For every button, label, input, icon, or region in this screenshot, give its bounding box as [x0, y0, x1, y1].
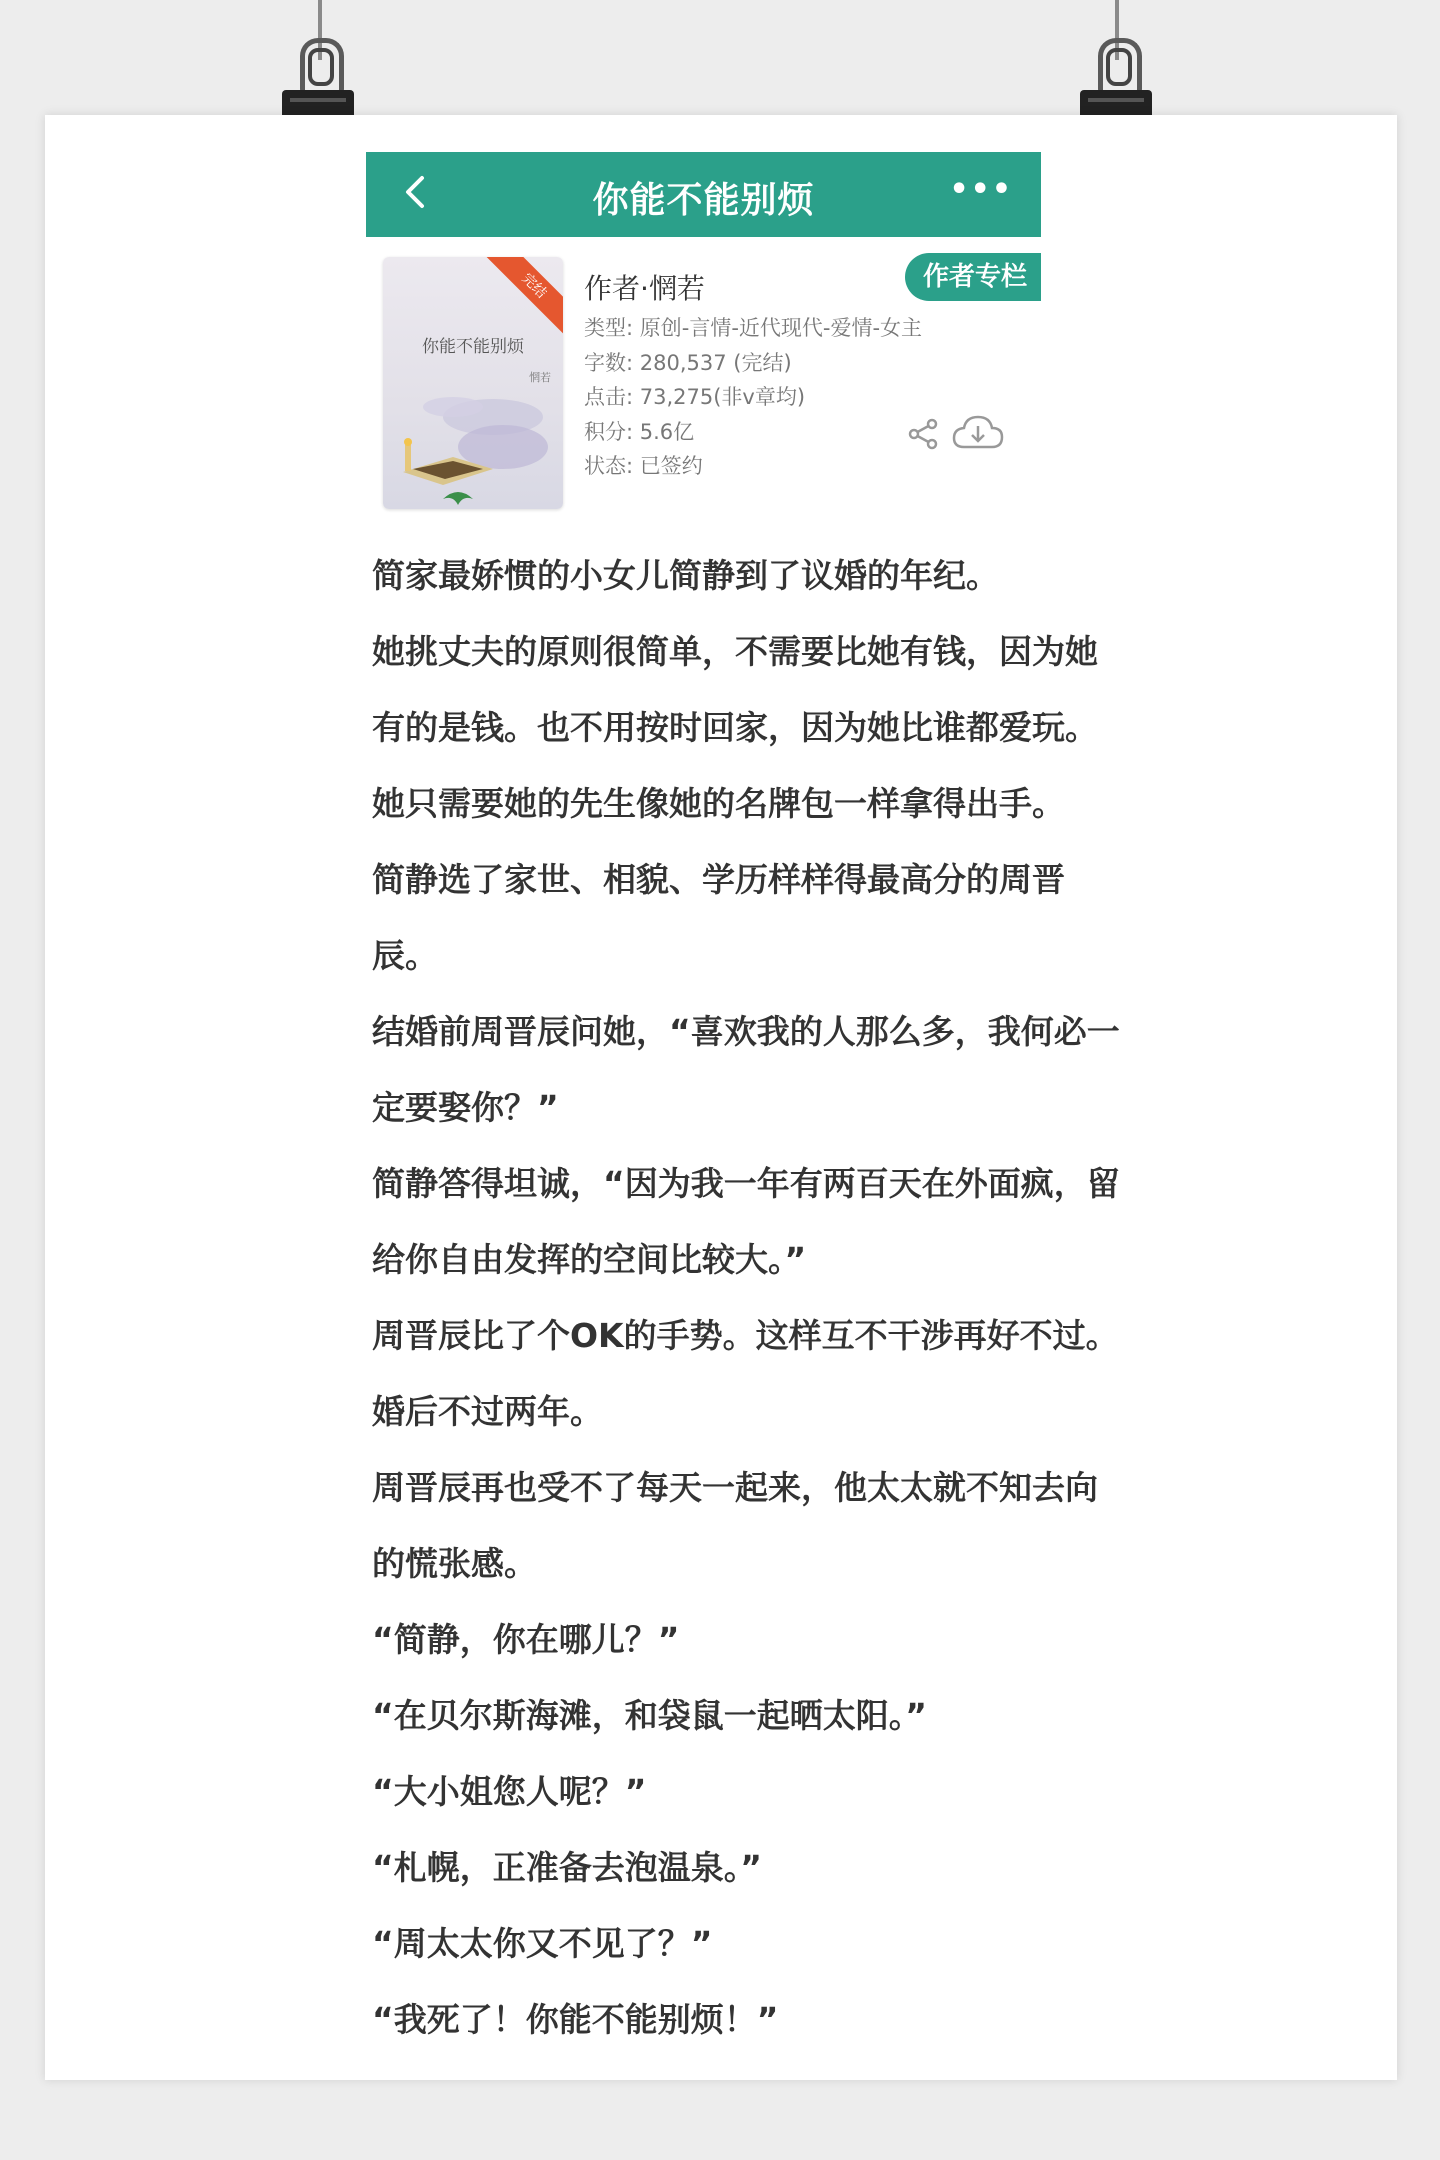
share-icon[interactable]: [906, 417, 940, 451]
meta-word-count: 字数: 280,537 (完结): [584, 350, 792, 375]
meta-score: 积分: 5.6亿: [584, 419, 695, 444]
more-icon[interactable]: •••: [949, 172, 1013, 207]
text-line: “在贝尔斯海滩，和袋鼠一起晒太阳。”: [372, 1696, 927, 1735]
meta-clicks: 点击: 73,275(非v章均): [584, 385, 806, 409]
book-cover[interactable]: [383, 257, 563, 509]
book-info-panel: [366, 237, 1041, 507]
text-line: “简静，你在哪儿？”: [372, 1620, 680, 1659]
meta-genre: 类型: 原创-言情-近代现代-爱情-女主: [584, 316, 923, 340]
book-app-screen: [366, 152, 1041, 507]
meta-status: 状态: 已签约: [584, 454, 703, 478]
text-line: “大小姐您人呢？”: [372, 1772, 647, 1811]
page-title: 你能不能别烦: [592, 180, 815, 221]
text-line: “札幌，正准备去泡温泉。”: [372, 1848, 762, 1887]
text-line: 周晋辰再也受不了每天一起来，他太太就不知去向: [372, 1468, 1098, 1507]
author-column-button[interactable]: 作者专栏: [905, 253, 1041, 301]
text-line: 定要娶你？”: [372, 1088, 559, 1127]
top-bar: [366, 152, 1041, 237]
text-line: 周晋辰比了个OK的手势。这样互不干涉再好不过。: [372, 1316, 1119, 1355]
text-line: 简静选了家世、相貌、学历样样得最高分的周晋: [372, 860, 1065, 899]
book-intro-text: [372, 538, 1192, 2058]
cover-author: 惘若: [529, 371, 551, 384]
text-line: 简静答得坦诚，“因为我一年有两百天在外面疯，留: [372, 1164, 1120, 1203]
author-name[interactable]: 作者·惘若: [584, 272, 705, 305]
text-line: “周太太你又不见了？”: [372, 1924, 713, 1963]
text-line: 有的是钱。也不用按时回家，因为她比谁都爱玩。: [372, 708, 1098, 747]
text-line: “我死了！你能不能别烦！”: [372, 2000, 779, 2039]
completed-badge: 完结: [486, 257, 563, 334]
text-line: 结婚前周晋辰问她，“喜欢我的人那么多，我何必一: [372, 1012, 1120, 1051]
book-meta: [584, 311, 922, 484]
cover-title: 你能不能别烦: [422, 337, 524, 357]
text-line: 辰。: [372, 936, 438, 975]
cloud-download-icon[interactable]: [952, 413, 1004, 453]
text-line: 的慌张感。: [372, 1544, 537, 1583]
cover-illustration: [383, 377, 563, 509]
text-line: 婚后不过两年。: [372, 1392, 603, 1431]
text-line: 给你自由发挥的空间比较大。”: [372, 1240, 807, 1279]
text-line: 她只需要她的先生像她的名牌包一样拿得出手。: [372, 784, 1065, 823]
text-line: 她挑丈夫的原则很简单，不需要比她有钱，因为她: [372, 632, 1098, 671]
text-line: 简家最娇惯的小女儿简静到了议婚的年纪。: [372, 556, 999, 595]
